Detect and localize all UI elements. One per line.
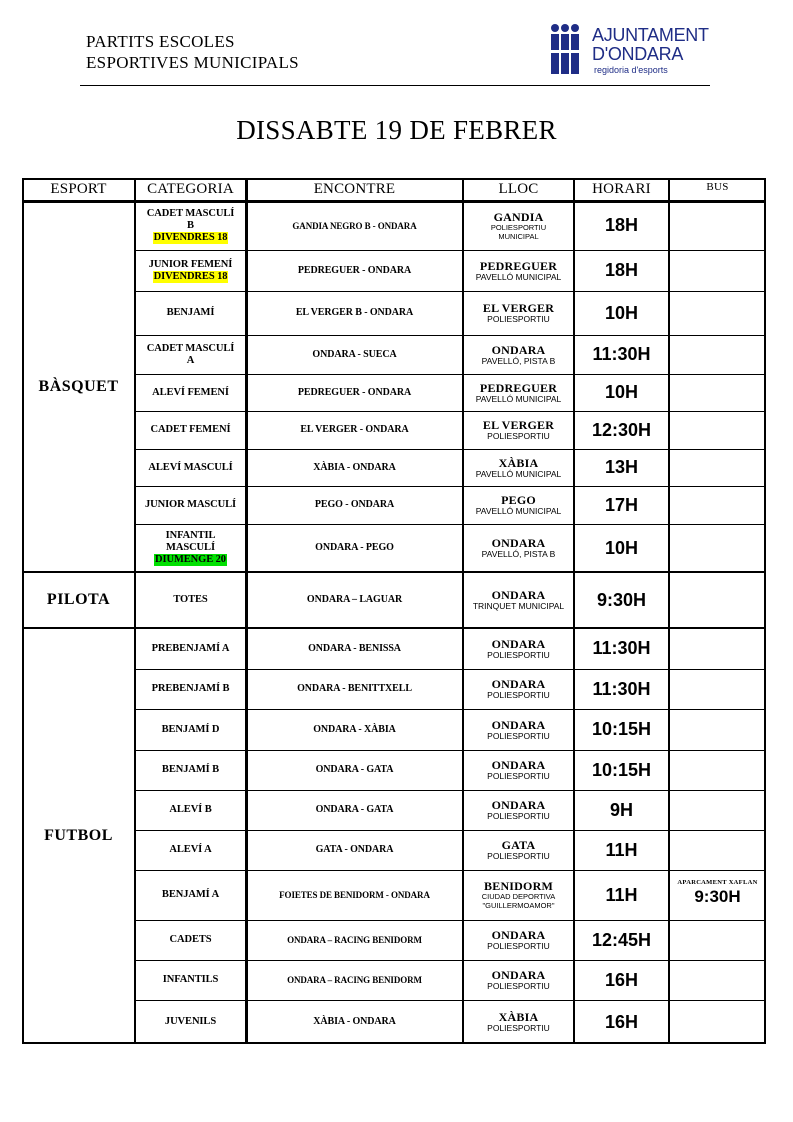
time-cell: 9H	[609, 799, 633, 820]
category-text: JUVENILS	[164, 1016, 217, 1027]
match-cell: ONDARA - SUECA	[312, 348, 397, 360]
place-name: EL VERGER	[482, 301, 555, 315]
category-cell	[135, 870, 246, 920]
row-divider	[135, 291, 766, 292]
place-detail: PAVELLÓ, PISTA B	[481, 549, 556, 559]
time-cell: 13H	[604, 457, 639, 477]
place-cell	[463, 830, 574, 870]
place-cell	[463, 250, 574, 291]
category-cell	[135, 291, 246, 335]
match-cell: ONDARA - BENISSA	[308, 642, 401, 654]
row-divider	[135, 750, 766, 751]
time-cell: 9:30H	[596, 589, 647, 610]
match-cell: XÀBIA - ONDARA	[313, 1016, 396, 1027]
category-cell	[135, 572, 246, 628]
time-cell: 10H	[604, 302, 639, 323]
category-text: PREBENJAMÍ A	[151, 642, 230, 654]
place-name: ONDARA	[491, 342, 546, 357]
place-cell	[463, 335, 574, 374]
category-text: ALEVÍ FEMENÍ	[152, 386, 229, 398]
place-cell	[463, 709, 574, 750]
bus-cell	[669, 291, 766, 335]
category-cell	[135, 709, 246, 750]
category-text: PREBENJAMÍ B	[151, 683, 230, 694]
row-divider	[135, 669, 766, 670]
bus-meeting-point: APARCAMENT XAFLAN	[677, 879, 758, 886]
category-cell	[135, 790, 246, 830]
header-line-2: ESPORTIVES MUNICIPALS	[86, 53, 299, 72]
category-text: BENJAMÍ A	[161, 889, 220, 900]
category-cell	[135, 830, 246, 870]
place-cell	[463, 1000, 574, 1044]
place-detail: PAVELLÓ MUNICIPAL	[475, 506, 562, 516]
sport-pilota: PILOTA	[46, 591, 111, 608]
place-cell	[463, 486, 574, 524]
place-cell	[463, 790, 574, 830]
time-cell: 11H	[605, 839, 638, 860]
place-name: XÀBIA	[498, 1010, 539, 1024]
category-text: INFANTIL	[165, 530, 216, 541]
place-detail: TRINQUET MUNICIPAL	[472, 601, 565, 611]
place-name: ONDARA	[491, 758, 546, 772]
category-note: DIUMENGE 20	[155, 554, 226, 565]
place-detail: PAVELLÓ MUNICIPAL	[475, 271, 562, 282]
table-border-left	[22, 178, 24, 1044]
category-cell	[135, 960, 246, 1000]
time-cell: 11H	[605, 884, 638, 905]
place-detail: POLIESPORTIU	[487, 811, 550, 821]
place-cell	[463, 449, 574, 486]
row-divider	[135, 411, 766, 412]
col-divider	[134, 178, 136, 1044]
category-note: DIVENDRES 18	[153, 270, 228, 282]
category-text: MASCULÍ	[166, 542, 215, 553]
category-text: ALEVÍ B	[169, 804, 212, 815]
place-detail: POLIESPORTIU	[487, 314, 550, 324]
header-title	[86, 31, 299, 73]
col-header-horari: HORARI	[592, 181, 651, 197]
bus-cell	[669, 750, 766, 790]
match-cell: ONDARA - GATA	[315, 804, 394, 815]
bus-cell	[669, 960, 766, 1000]
place-cell	[463, 920, 574, 960]
category-cell	[135, 250, 246, 291]
place-name: BENIDORM	[484, 879, 553, 893]
bus-cell	[669, 486, 766, 524]
time-cell: 16H	[604, 969, 639, 990]
place-detail: MUNICIPAL	[498, 231, 539, 241]
row-divider	[135, 960, 766, 961]
header-rule	[80, 85, 710, 86]
time-cell: 10H	[604, 382, 639, 402]
category-cell	[135, 750, 246, 790]
category-text: ALEVÍ A	[169, 844, 212, 855]
place-name: ONDARA	[491, 636, 546, 651]
place-detail: CIUDAD DEPORTIVA	[481, 892, 556, 901]
match-cell: PEDREGUER - ONDARA	[297, 386, 412, 398]
category-note: DIVENDRES 18	[153, 231, 228, 243]
bus-cell	[669, 709, 766, 750]
row-divider	[135, 449, 766, 450]
place-name: XÀBIA	[498, 455, 539, 470]
category-cell	[135, 669, 246, 709]
category-text: JUNIOR MASCULÍ	[144, 499, 237, 510]
time-cell: 12:30H	[591, 419, 652, 440]
match-cell: FOIETES DE BENIDORM - ONDARA	[279, 890, 430, 900]
time-cell: 11:30H	[592, 638, 651, 658]
bus-cell	[669, 201, 766, 250]
bus-cell	[669, 374, 766, 411]
logo-text-regidoria: regidoria d'esports	[594, 65, 668, 75]
place-detail: POLIESPORTIU	[487, 941, 550, 951]
row-divider	[135, 790, 766, 791]
match-cell: EL VERGER - ONDARA	[300, 424, 409, 435]
place-detail: PAVELLÓ MUNICIPAL	[475, 393, 562, 404]
category-text: CADETS	[169, 934, 212, 945]
place-name: ONDARA	[491, 536, 546, 550]
category-cell	[135, 374, 246, 411]
category-text: ALEVÍ MASCULÍ	[148, 461, 233, 473]
place-name: ONDARA	[491, 798, 546, 812]
sport-futbol: FUTBOL	[44, 827, 113, 844]
row-divider	[135, 920, 766, 921]
place-name: ONDARA	[491, 928, 546, 942]
category-cell	[135, 201, 246, 250]
col-divider	[573, 178, 575, 1044]
section-divider	[22, 627, 766, 629]
match-cell: EL VERGER B - ONDARA	[295, 307, 414, 318]
place-detail: POLIESPORTIU	[487, 1023, 550, 1033]
row-divider	[135, 524, 766, 525]
sport-basquet: BÀSQUET	[38, 377, 119, 395]
place-detail: POLIESPORTIU	[487, 771, 550, 781]
place-name: GATA	[501, 838, 536, 852]
row-divider	[135, 335, 766, 336]
col-divider	[245, 178, 248, 1044]
place-cell	[463, 960, 574, 1000]
place-detail: POLIESPORTIU	[487, 981, 550, 991]
time-cell: 18H	[604, 260, 639, 280]
time-cell: 10:15H	[591, 759, 652, 780]
row-divider	[135, 1000, 766, 1001]
bus-cell	[669, 920, 766, 960]
col-divider	[668, 178, 670, 1044]
row-divider	[135, 709, 766, 710]
time-cell: 11:30H	[592, 678, 651, 699]
category-text: CADET MASCULÍ	[146, 342, 235, 354]
category-cell	[135, 1000, 246, 1044]
category-cell	[135, 920, 246, 960]
place-detail: PAVELLÓ MUNICIPAL	[475, 468, 562, 479]
bus-cell	[669, 335, 766, 374]
row-divider	[135, 486, 766, 487]
section-divider	[22, 571, 766, 573]
time-cell: 10:15H	[591, 719, 652, 739]
category-text: CADET MASCULÍ	[146, 207, 235, 219]
match-cell: ONDARA – RACING BENIDORM	[287, 935, 422, 945]
col-divider	[462, 178, 464, 1044]
place-detail: POLIESPORTIU	[487, 649, 550, 660]
place-cell	[463, 291, 574, 335]
match-cell: ONDARA - XÀBIA	[313, 723, 396, 735]
match-cell: ONDARA – RACING BENIDORM	[287, 975, 422, 985]
row-divider	[135, 870, 766, 871]
bus-cell	[669, 628, 766, 669]
logo-text-ondara: D'ONDARA	[592, 44, 684, 64]
bus-cell	[669, 830, 766, 870]
bus-cell	[669, 1000, 766, 1044]
place-cell	[463, 411, 574, 449]
place-detail: POLIESPORTIU	[487, 851, 550, 861]
place-name: ONDARA	[491, 717, 546, 732]
match-cell: ONDARA - BENITTXELL	[297, 683, 412, 694]
place-cell	[463, 750, 574, 790]
bus-cell	[669, 524, 766, 572]
col-header-categoria: CATEGORIA	[147, 181, 234, 197]
category-text: BENJAMÍ B	[161, 764, 220, 775]
place-name: ONDARA	[491, 677, 546, 691]
page-title: DISSABTE 19 DE FEBRER	[236, 115, 557, 145]
place-name: GANDIA	[493, 209, 544, 224]
schedule-table	[22, 178, 766, 1044]
bus-cell	[669, 572, 766, 628]
match-cell: GANDIA NEGRO B - ONDARA	[292, 220, 417, 231]
place-name: PEDREGUER	[479, 258, 558, 273]
bus-cell	[669, 250, 766, 291]
bus-time: 9:30H	[694, 887, 741, 906]
category-text: A	[186, 354, 195, 366]
place-name: ONDARA	[491, 968, 546, 982]
time-cell: 18H	[604, 215, 639, 235]
col-header-bus: BUS	[706, 181, 729, 193]
row-divider	[135, 374, 766, 375]
place-cell	[463, 628, 574, 669]
bus-cell	[669, 669, 766, 709]
place-detail: PAVELLÓ, PISTA B	[481, 355, 556, 366]
category-cell	[135, 628, 246, 669]
place-cell	[463, 524, 574, 572]
row-divider	[135, 250, 766, 251]
place-cell	[463, 870, 574, 920]
match-cell: ONDARA – LAGUAR	[306, 594, 403, 605]
time-cell: 10H	[604, 537, 639, 558]
col-header-encontre: ENCONTRE	[313, 181, 396, 197]
match-cell: XÀBIA - ONDARA	[313, 461, 396, 473]
category-text: TOTES	[173, 594, 208, 605]
category-text: JUNIOR FEMENÍ	[148, 258, 233, 270]
match-cell: GATA - ONDARA	[315, 844, 394, 855]
place-name: PEGO	[501, 493, 536, 507]
bus-cell	[669, 449, 766, 486]
bus-cell	[669, 870, 766, 920]
category-cell	[135, 411, 246, 449]
category-text: BENJAMÍ	[166, 307, 215, 318]
time-cell: 12:45H	[591, 929, 652, 950]
category-cell	[135, 449, 246, 486]
match-cell: PEGO - ONDARA	[314, 499, 395, 510]
bus-cell	[669, 411, 766, 449]
place-detail: POLIESPORTIU	[487, 730, 550, 741]
bus-cell	[669, 790, 766, 830]
place-cell	[463, 669, 574, 709]
place-detail: POLIESPORTIU	[487, 690, 550, 700]
col-header-esport: ESPORT	[50, 181, 107, 197]
place-name: PEDREGUER	[479, 380, 558, 395]
match-cell: ONDARA - GATA	[315, 764, 394, 775]
category-text: CADET FEMENÍ	[150, 424, 231, 435]
place-cell	[463, 201, 574, 250]
logo-text-ajuntament: AJUNTAMENT	[592, 25, 709, 45]
place-detail: "GUILLERMOAMOR"	[482, 901, 555, 910]
col-header-lloc: LLOC	[498, 181, 539, 197]
place-detail: POLIESPORTIU	[487, 431, 550, 441]
time-cell: 16H	[604, 1011, 639, 1032]
match-cell: PEDREGUER - ONDARA	[297, 264, 412, 276]
row-divider	[135, 830, 766, 831]
category-cell	[135, 335, 246, 374]
category-cell	[135, 524, 246, 572]
header-line-1: PARTITS ESCOLES	[86, 32, 235, 51]
category-cell	[135, 486, 246, 524]
category-text: INFANTILS	[162, 974, 219, 985]
place-detail: POLIESPORTIU	[490, 222, 547, 232]
category-text: B	[187, 219, 194, 231]
place-name: EL VERGER	[482, 418, 555, 432]
table-border-right	[764, 178, 766, 1044]
place-cell	[463, 374, 574, 411]
time-cell: 11:30H	[592, 344, 651, 364]
place-name: ONDARA	[491, 588, 546, 602]
match-cell: ONDARA - PEGO	[315, 542, 394, 553]
time-cell: 17H	[604, 494, 639, 515]
place-cell	[463, 572, 574, 628]
category-text: BENJAMÍ D	[161, 723, 220, 735]
